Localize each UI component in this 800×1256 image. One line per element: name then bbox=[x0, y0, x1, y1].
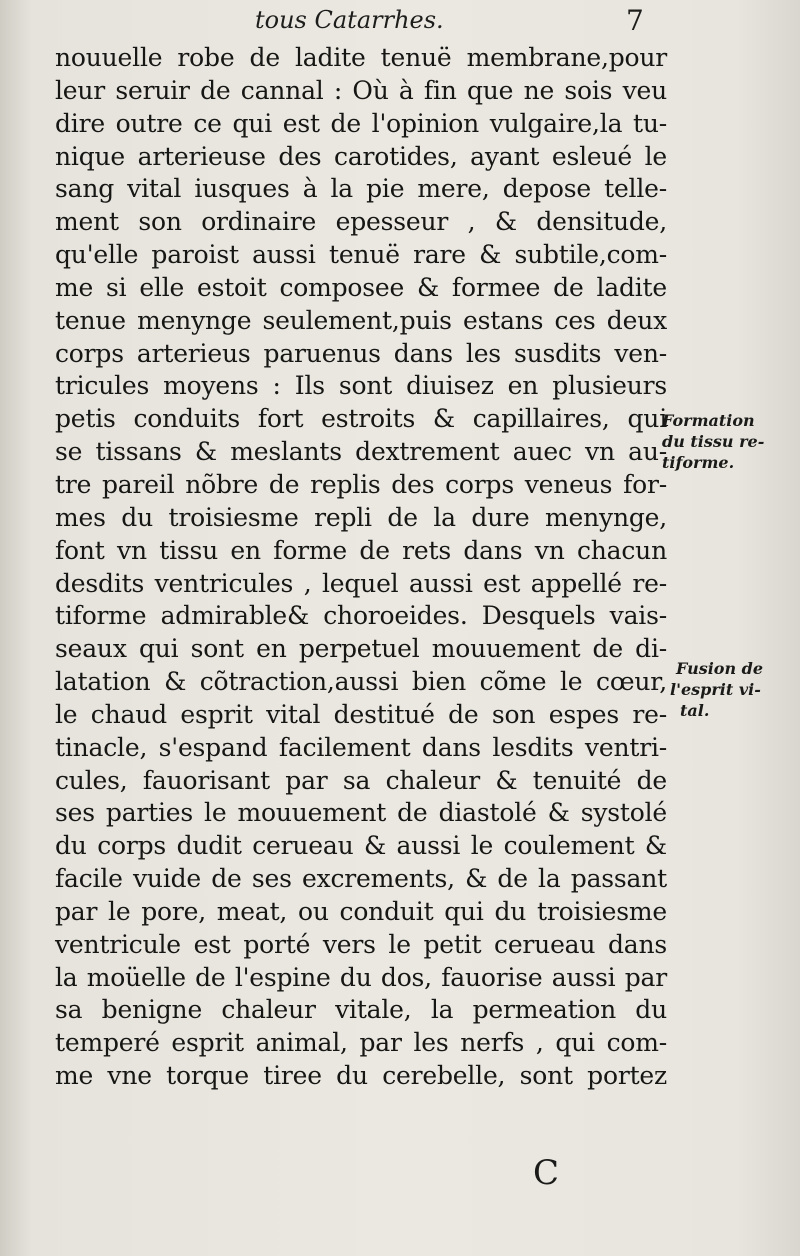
text-line: dire outre ce qui est de l'opinion vulgaire,la tu- bbox=[55, 108, 667, 138]
text-line: desdits ventricules , lequel aussi est appellé re- bbox=[55, 568, 667, 598]
body-text bbox=[55, 42, 667, 1093]
text-line: tre pareil nõbre de replis des corps veneus for- bbox=[55, 469, 667, 499]
text-line: tiforme admirable& choroeides. Desquels vais- bbox=[55, 601, 667, 631]
margin-note-line: Fusion de bbox=[676, 659, 764, 678]
text-line: leur seruir de cannal : Où à fin que ne sois veu bbox=[55, 75, 667, 105]
page-number: 7 bbox=[626, 4, 644, 37]
text-line: nouuelle robe de ladite tenuë membrane,pour bbox=[55, 43, 667, 72]
text-line: font vn tissu en forme de rets dans vn chacun bbox=[55, 535, 667, 565]
text-line: corps arterieus paruenus dans les susdits ven- bbox=[55, 338, 667, 368]
margin-note-line: l'esprit vi- bbox=[670, 680, 761, 699]
running-title: tous Catarrhes. bbox=[255, 6, 444, 34]
signature-mark: C bbox=[533, 1153, 560, 1193]
text-line: sang vital iusques à la pie mere, depose telle- bbox=[55, 174, 667, 204]
text-line: tenue menynge seulement,puis estans ces deux bbox=[55, 305, 667, 335]
text-line: facile vuide de ses excrements, & de la passant bbox=[55, 864, 667, 894]
text-line: petis conduits fort estroits & capillaires, qui bbox=[55, 404, 667, 434]
margin-note-line: tal. bbox=[680, 701, 710, 720]
margin-note-formation bbox=[662, 410, 800, 473]
running-head bbox=[0, 4, 800, 40]
text-line: ventricule est porté vers le petit cerueau dans bbox=[55, 929, 667, 959]
text-line: tinacle, s'espand facilement dans lesdits ventri- bbox=[55, 732, 667, 762]
text-line: mes du troisiesme repli de la dure menynge, bbox=[55, 502, 667, 532]
text-line: me vne torque tiree du cerebelle, sont portez bbox=[55, 1061, 667, 1091]
text-line: se tissans & meslants dextrement auec vn au- bbox=[55, 437, 667, 467]
text-line: latation & cõtraction,aussi bien cõme le cœur, bbox=[55, 667, 667, 697]
margin-note-line: du tissu re- bbox=[662, 432, 765, 451]
margin-note-line: tiforme. bbox=[662, 453, 735, 472]
margin-note-fusion bbox=[670, 658, 800, 721]
margin-note-line: Formation bbox=[662, 411, 755, 430]
text-line: le chaud esprit vital destitué de son espes re- bbox=[55, 699, 667, 729]
text-line: seaux qui sont en perpetuel mouuement de di- bbox=[55, 634, 667, 664]
text-line: du corps dudit cerueau & aussi le coulement & bbox=[55, 831, 667, 861]
text-line: nique arterieuse des carotides, ayant esleué le bbox=[55, 141, 667, 171]
text-line: par le pore, meat, ou conduit qui du troisiesme bbox=[55, 896, 667, 926]
text-line: me si elle estoit composee & formee de ladite bbox=[55, 272, 667, 302]
text-line: sa benigne chaleur vitale, la permeation du bbox=[55, 995, 667, 1025]
show-through-shadow bbox=[665, 80, 800, 200]
text-line: ment son ordinaire epesseur , & densitude, bbox=[55, 207, 667, 237]
text-line: ses parties le mouuement de diastolé & systolé bbox=[55, 798, 667, 828]
text-line: tricules moyens : Ils sont diuisez en plusieurs bbox=[55, 371, 667, 401]
text-line: cules, fauorisant par sa chaleur & tenuité de bbox=[55, 765, 667, 795]
text-line: temperé esprit animal, par les nerfs , qui com- bbox=[55, 1028, 667, 1058]
text-line: la moüelle de l'espine du dos, fauorise aussi par bbox=[55, 962, 667, 992]
text-line: qu'elle paroist aussi tenuë rare & subtile,com- bbox=[55, 240, 667, 270]
